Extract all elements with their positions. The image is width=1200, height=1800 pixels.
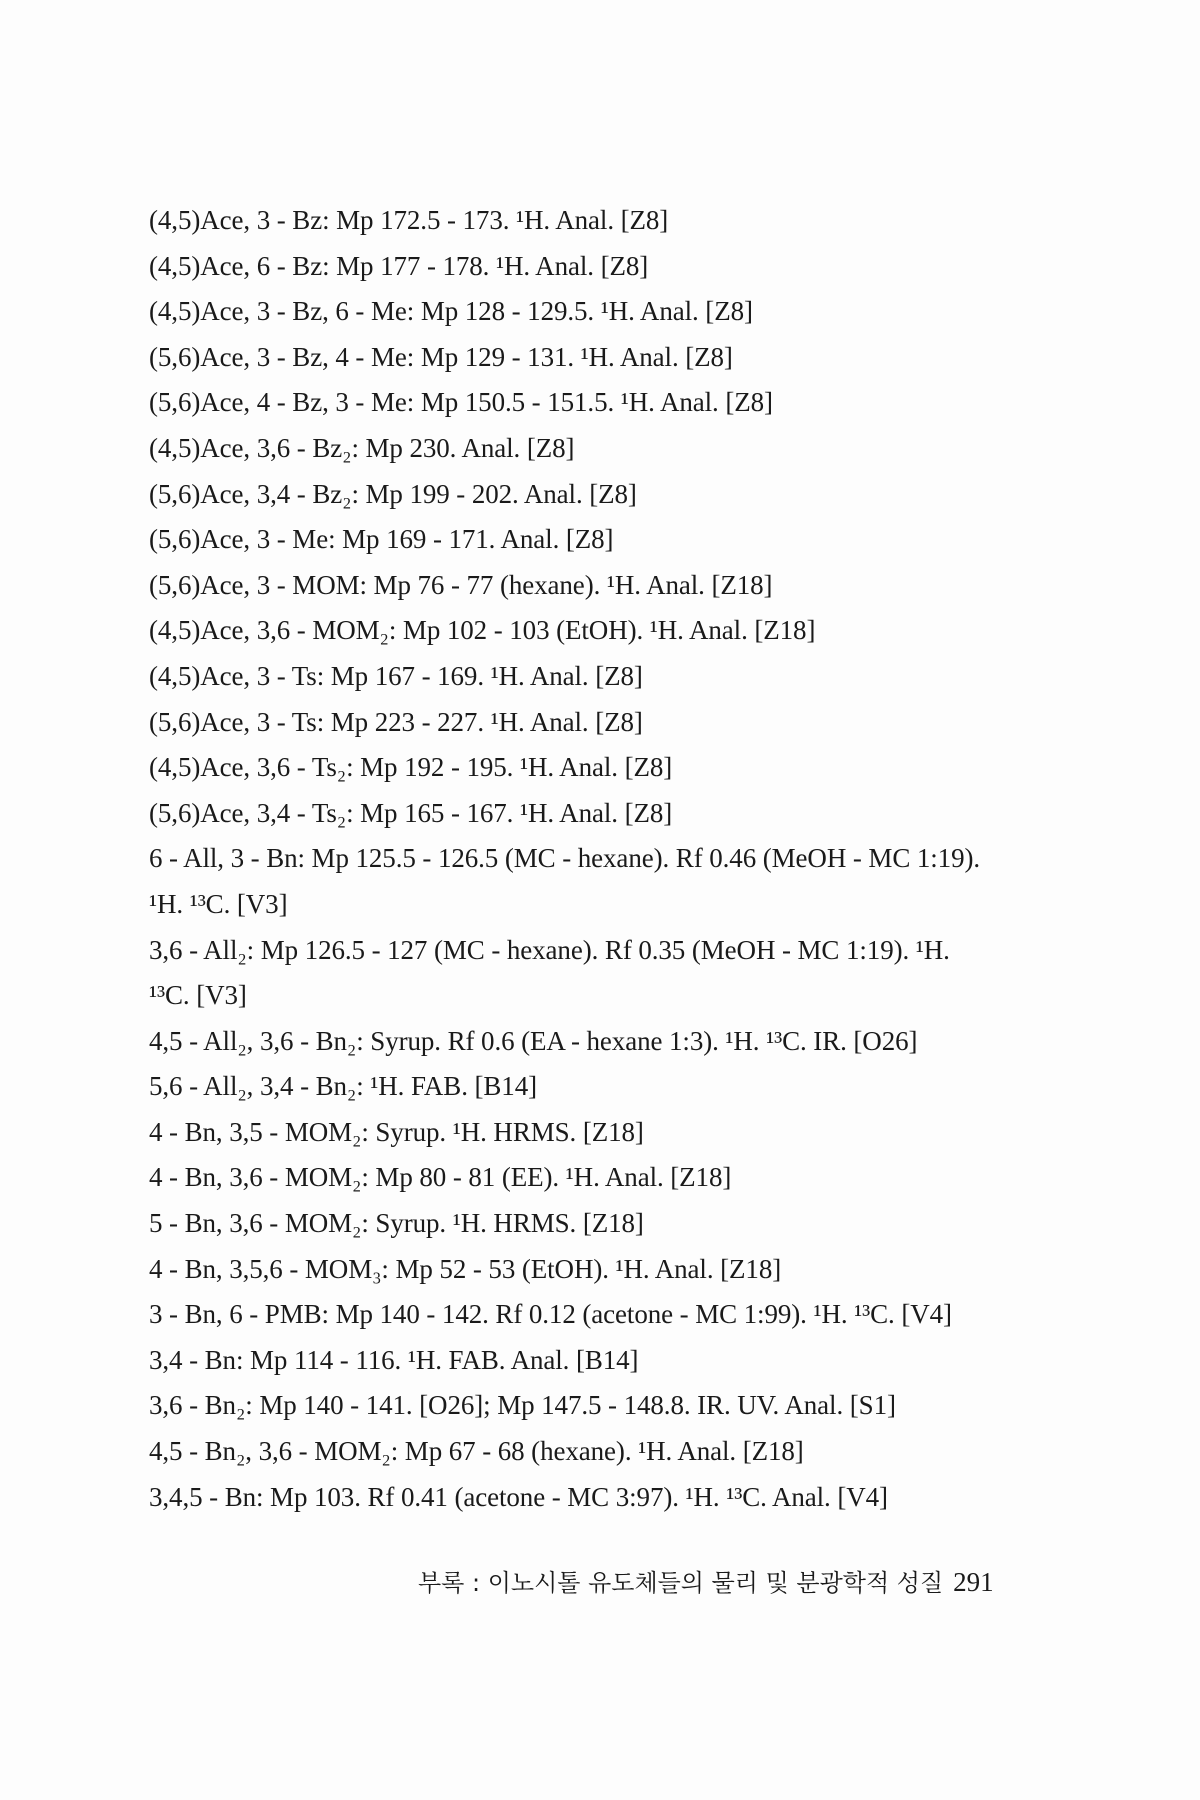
compound-entry: 6 - All, 3 - Bn: Mp 125.5 - 126.5 (MC - hexane). Rf 0.46 (MeOH - MC 1:19).: [149, 843, 981, 874]
compound-entry: ¹H. ¹³C. [V3]: [149, 888, 288, 919]
compound-entry: (5,6)Ace, 3,4 - Ts₂: Mp 165 - 167. ¹H. Anal. [Z8]: [149, 797, 673, 828]
compound-entry: 5 - Bn, 3,6 - MOM₂: Syrup. ¹H. HRMS. [Z18]: [149, 1208, 644, 1239]
compound-entry: (5,6)Ace, 3 - Ts: Mp 223 - 227. ¹H. Anal. [Z8]: [149, 706, 643, 737]
compound-entry: 4 - Bn, 3,5,6 - MOM₃: Mp 52 - 53 (EtOH). ¹H. Anal. [Z18]: [149, 1253, 782, 1284]
compound-entry: 5,6 - All₂, 3,4 - Bn₂: ¹H. FAB. [B14]: [149, 1071, 537, 1102]
compound-entry: (4,5)Ace, 6 - Bz: Mp 177 - 178. ¹H. Anal. [Z8]: [149, 250, 649, 281]
compound-entry: (5,6)Ace, 3 - MOM: Mp 76 - 77 (hexane). ¹H. Anal. [Z18]: [149, 569, 773, 600]
compound-entry: (5,6)Ace, 4 - Bz, 3 - Me: Mp 150.5 - 151.5. ¹H. Anal. [Z8]: [149, 387, 773, 418]
compound-entry: (4,5)Ace, 3,6 - MOM₂: Mp 102 - 103 (EtOH). ¹H. Anal. [Z18]: [149, 615, 816, 646]
compound-entry: 4 - Bn, 3,6 - MOM₂: Mp 80 - 81 (EE). ¹H. Anal. [Z18]: [149, 1162, 732, 1193]
compound-entry: (5,6)Ace, 3,4 - Bz₂: Mp 199 - 202. Anal. [Z8]: [149, 478, 637, 509]
compound-entry: (4,5)Ace, 3 - Bz, 6 - Me: Mp 128 - 129.5. ¹H. Anal. [Z8]: [149, 296, 753, 327]
compound-entry: (5,6)Ace, 3 - Me: Mp 169 - 171. Anal. [Z8]: [149, 524, 614, 555]
compound-entry: 3,6 - All₂: Mp 126.5 - 127 (MC - hexane). Rf 0.35 (MeOH - MC 1:19). ¹H.: [149, 934, 950, 965]
compound-entry: 3,4,5 - Bn: Mp 103. Rf 0.41 (acetone - MC 3:97). ¹H. ¹³C. Anal. [V4]: [149, 1481, 888, 1512]
compound-entry: 4 - Bn, 3,5 - MOM₂: Syrup. ¹H. HRMS. [Z18]: [149, 1116, 644, 1147]
footer-title: 부록 : 이노시톨 유도체들의 물리 및 분광학적 성질: [418, 1569, 944, 1597]
page-number: 291: [953, 1567, 994, 1597]
compound-entry: 3 - Bn, 6 - PMB: Mp 140 - 142. Rf 0.12 (acetone - MC 1:99). ¹H. ¹³C. [V4]: [149, 1299, 952, 1330]
compound-entry-list: [149, 198, 1049, 1520]
compound-entry: 3,6 - Bn₂: Mp 140 - 141. [O26]; Mp 147.5 - 148.8. IR. UV. Anal. [S1]: [149, 1390, 896, 1421]
compound-entry: (4,5)Ace, 3,6 - Ts₂: Mp 192 - 195. ¹H. Anal. [Z8]: [149, 752, 673, 783]
page-footer: [418, 1563, 1018, 1598]
compound-entry: (4,5)Ace, 3 - Ts: Mp 167 - 169. ¹H. Anal. [Z8]: [149, 660, 643, 691]
compound-entry: (5,6)Ace, 3 - Bz, 4 - Me: Mp 129 - 131. ¹H. Anal. [Z8]: [149, 341, 733, 372]
compound-entry: 4,5 - All₂, 3,6 - Bn₂: Syrup. Rf 0.6 (EA - hexane 1:3). ¹H. ¹³C. IR. [O26]: [149, 1025, 918, 1056]
compound-entry: (4,5)Ace, 3 - Bz: Mp 172.5 - 173. ¹H. Anal. [Z8]: [149, 205, 669, 235]
compound-entry: 3,4 - Bn: Mp 114 - 116. ¹H. FAB. Anal. [B14]: [149, 1344, 639, 1375]
compound-entry: (4,5)Ace, 3,6 - Bz₂: Mp 230. Anal. [Z8]: [149, 432, 575, 463]
compound-entry: 4,5 - Bn₂, 3,6 - MOM₂: Mp 67 - 68 (hexane). ¹H. Anal. [Z18]: [149, 1436, 804, 1467]
compound-entry: ¹³C. [V3]: [149, 980, 247, 1011]
